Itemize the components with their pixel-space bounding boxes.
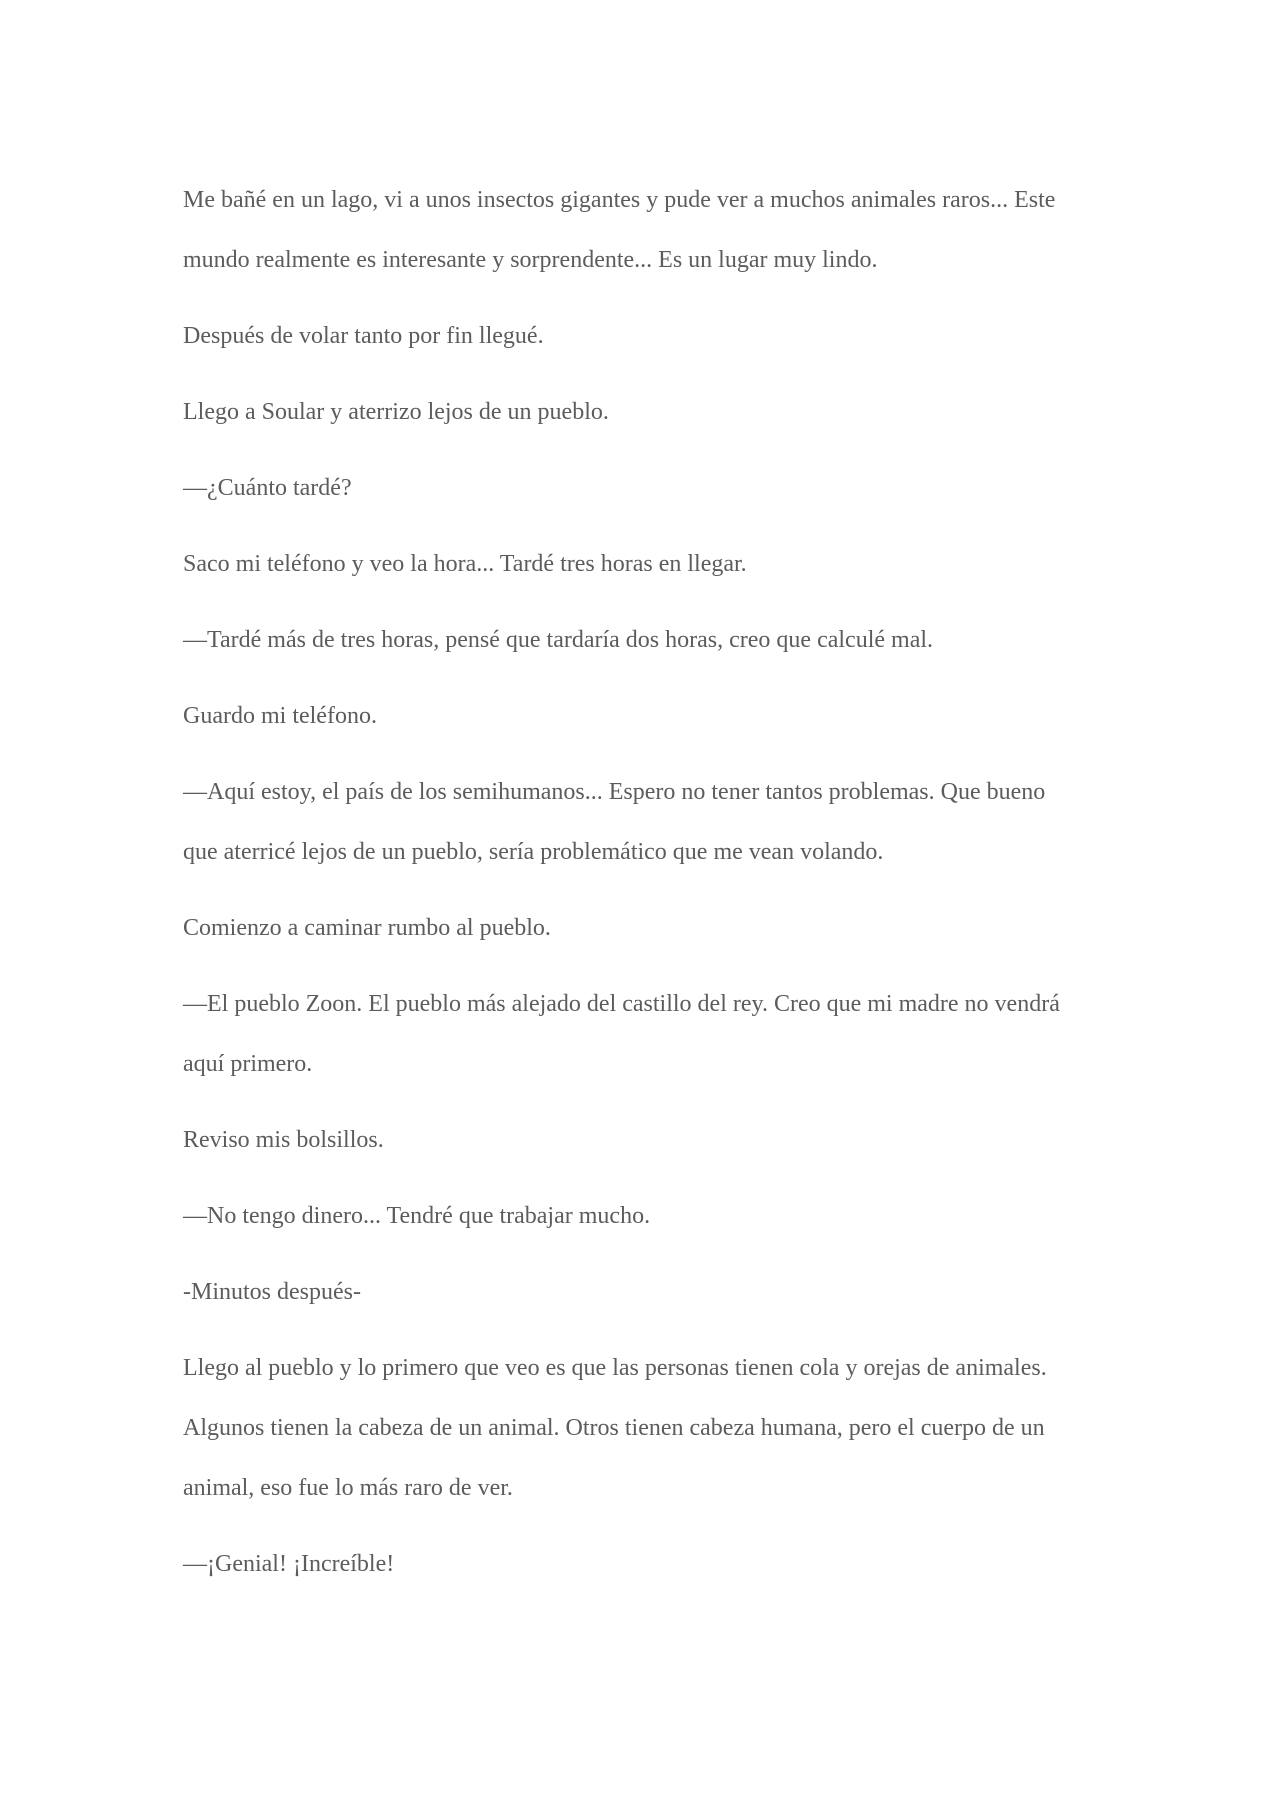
dialogue-line: —¡Genial! ¡Increíble! [183,1551,395,1577]
paragraph: Llego a Soular y aterrizo lejos de un pueblo. [183,399,609,425]
dialogue-line: —No tengo dinero... Tendré que trabajar mucho. [183,1203,651,1229]
dialogue-line: —Aquí estoy, el país de los semihumanos... Espero no tener tantos problemas. Que bueno que aterricé lejos de un pueblo, sería problemático que me vean volando. [183,779,1046,865]
dialogue-line: —El pueblo Zoon. El pueblo más alejado del castillo del rey. Creo que mi madre no vendrá aquí primero. [183,991,1060,1077]
paragraph: Reviso mis bolsillos. [183,1127,384,1153]
paragraph: Llego al pueblo y lo primero que veo es que las personas tienen cola y orejas de animales. Algunos tienen la cabeza de un animal. Otros tienen cabeza humana, pero el cuerpo de un animal, eso fue lo más raro de ver. [183,1355,1047,1501]
paragraph: Guardo mi teléfono. [183,703,377,729]
paragraph: Saco mi teléfono y veo la hora... Tardé tres horas en llegar. [183,551,747,577]
paragraph: Después de volar tanto por fin llegué. [183,323,544,349]
scene-break: -Minutos después- [183,1279,361,1305]
dialogue-line: —¿Cuánto tardé? [183,475,352,501]
document-body [183,170,1083,1610]
paragraph: Comienzo a caminar rumbo al pueblo. [183,915,551,941]
dialogue-line: —Tardé más de tres horas, pensé que tardaría dos horas, creo que calculé mal. [183,627,934,653]
paragraph: Me bañé en un lago, vi a unos insectos gigantes y pude ver a muchos animales raros... Este mundo realmente es interesante y sorprendente... Es un lugar muy lindo. [183,187,1056,273]
